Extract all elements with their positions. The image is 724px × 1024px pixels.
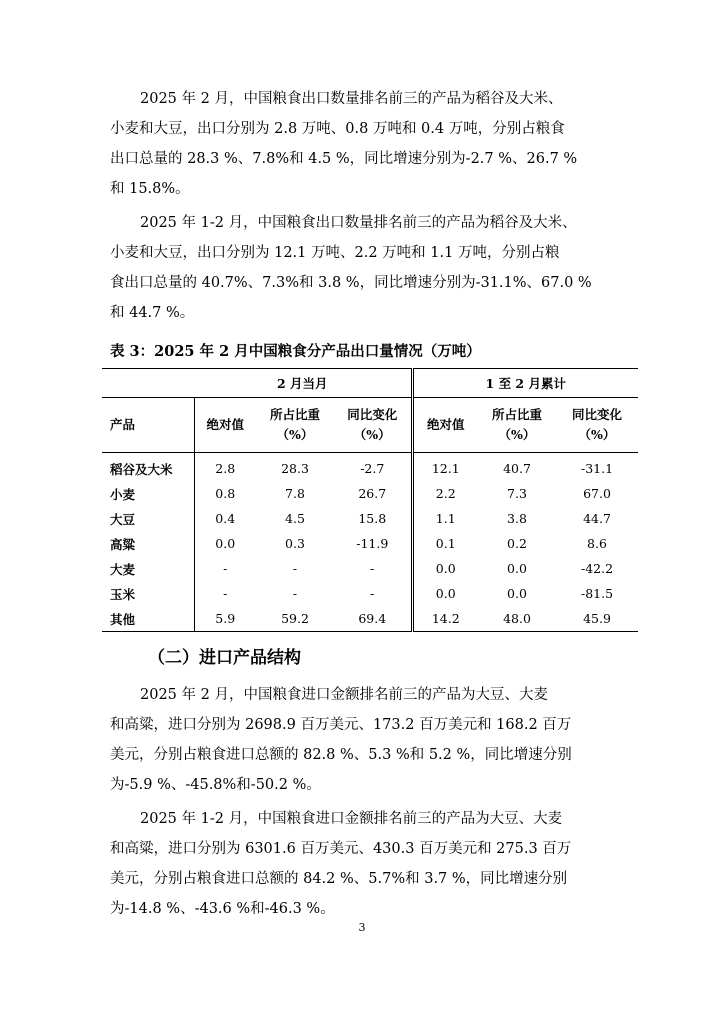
text-line: 和高粱，进口分别为 6301.6 百万美元、430.3 百万美元和 275.3 百万	[110, 841, 572, 857]
cell-monthly-yoy: 26.7	[334, 481, 412, 506]
table-row	[102, 453, 638, 482]
cell-product: 大麦	[102, 556, 194, 581]
text-line: 小麦和大豆，出口分别为 2.8 万吨、0.8 万吨和 0.4 万吨，分别占粮食	[110, 121, 565, 137]
cell-monthly-absolute: 0.8	[215, 486, 236, 501]
paragraph-export-jan-feb	[110, 208, 620, 328]
cell-cumulative-share: 7.3	[507, 486, 527, 501]
cell-monthly-absolute: 0.4	[215, 511, 236, 526]
cell-cumulative-absolute: 2.2	[435, 486, 456, 501]
cell-monthly-share: 28.3	[281, 461, 309, 476]
cell-monthly-share: 59.2	[281, 611, 309, 626]
cell-cumulative-absolute: 0.0	[435, 561, 456, 576]
cell-cumulative-yoy: 67.0	[583, 486, 611, 501]
table-row	[102, 531, 638, 556]
group-header-monthly: 2 月当月	[194, 369, 412, 398]
cell-product: 小麦	[102, 481, 194, 506]
cell-monthly-absolute: 0.0	[215, 536, 236, 551]
cell-monthly-absolute: 5.9	[215, 611, 236, 626]
cell-monthly-yoy: -	[334, 556, 412, 581]
cell-cumulative-absolute: 1.1	[435, 511, 456, 526]
table-row	[102, 556, 638, 581]
cell-cumulative-share: 3.8	[507, 511, 527, 526]
text-line: 2025 年 2 月，中国粮食进口金额排名前三的产品为大豆、大麦	[140, 687, 548, 703]
table-row	[102, 506, 638, 531]
text-line: 美元，分别占粮食进口总额的 84.2 %、5.7%和 3.7 %，同比增速分别	[110, 871, 568, 887]
table-caption: 表 3：2025 年 2 月中国粮食分产品出口量情况（万吨）	[110, 343, 481, 360]
column-header-yoy	[334, 398, 412, 453]
cell-product: 高粱	[102, 531, 194, 556]
cell-monthly-yoy: 69.4	[334, 606, 412, 632]
table-column-header-row	[102, 398, 638, 453]
text-line: 和 44.7 %。	[110, 305, 195, 321]
cell-cumulative-yoy: -81.5	[580, 586, 614, 601]
cell-monthly-yoy: -	[334, 581, 412, 606]
column-header-yoy-unit: （%）	[578, 427, 616, 442]
section-heading: （二）进口产品结构	[148, 648, 301, 668]
column-header-share	[256, 398, 334, 453]
table-row	[102, 606, 638, 632]
paragraph-import-feb	[110, 680, 620, 800]
cell-monthly-share: 0.3	[285, 536, 305, 551]
cell-product: 玉米	[102, 581, 194, 606]
text-line: 食出口总量的 40.7%、7.3%和 3.8 %，同比增速分别为-31.1%、67.0 %	[110, 275, 592, 291]
text-line: 为-5.9 %、-45.8%和-50.2 %。	[110, 777, 321, 793]
table-row	[102, 481, 638, 506]
column-header-yoy	[556, 398, 638, 453]
cell-monthly-absolute: 2.8	[215, 461, 236, 476]
cell-cumulative-yoy: -31.1	[580, 461, 614, 476]
column-header-share-unit: （%）	[276, 427, 314, 442]
cell-cumulative-absolute: 12.1	[431, 461, 460, 476]
table-group-header-row	[102, 369, 638, 398]
column-header-absolute: 绝对值	[412, 398, 478, 453]
cell-cumulative-share: 40.7	[503, 461, 531, 476]
cell-cumulative-absolute: 0.0	[435, 586, 456, 601]
cell-monthly-yoy: -2.7	[334, 453, 412, 482]
cell-monthly-absolute: -	[223, 586, 228, 601]
column-header-product: 产品	[102, 398, 194, 453]
cell-cumulative-share: 0.0	[507, 561, 527, 576]
column-header-share-title: 所占比重	[269, 407, 320, 422]
text-line: 为-14.8 %、-43.6 %和-46.3 %。	[110, 901, 335, 917]
export-volume-table	[102, 368, 638, 632]
cell-cumulative-share: 0.2	[507, 536, 527, 551]
text-line: 出口总量的 28.3 %、7.8%和 4.5 %，同比增速分别为-2.7 %、26.7 %	[110, 151, 578, 167]
cell-monthly-share: -	[292, 586, 298, 601]
cell-monthly-yoy: 15.8	[334, 506, 412, 531]
column-header-yoy-title: 同比变化	[571, 407, 622, 422]
text-line: 和高粱，进口分别为 2698.9 百万美元、173.2 百万美元和 168.2 百万	[110, 717, 572, 733]
cell-cumulative-absolute: 14.2	[431, 611, 460, 626]
cell-monthly-share: -	[292, 561, 298, 576]
cell-monthly-share: 4.5	[285, 511, 305, 526]
text-line: 2025 年 2 月，中国粮食出口数量排名前三的产品为稻谷及大米、	[140, 91, 563, 107]
cell-monthly-absolute: -	[223, 561, 228, 576]
cell-monthly-share: 7.8	[285, 486, 305, 501]
column-header-share-unit: （%）	[498, 427, 536, 442]
table-header-empty	[102, 369, 194, 398]
column-header-absolute: 绝对值	[194, 398, 256, 453]
text-line: 2025 年 1-2 月，中国粮食进口金额排名前三的产品为大豆、大麦	[140, 811, 563, 827]
cell-cumulative-yoy: 8.6	[587, 536, 607, 551]
column-header-share	[478, 398, 556, 453]
cell-cumulative-yoy: 45.9	[583, 611, 611, 626]
cell-cumulative-absolute: 0.1	[435, 536, 456, 551]
text-line: 和 15.8%。	[110, 181, 190, 197]
cell-cumulative-share: 48.0	[503, 611, 531, 626]
cell-product: 稻谷及大米	[102, 453, 194, 482]
paragraph-export-feb	[110, 84, 620, 204]
cell-product: 其他	[102, 606, 194, 632]
text-line: 小麦和大豆，出口分别为 12.1 万吨、2.2 万吨和 1.1 万吨，分别占粮	[110, 245, 560, 261]
cell-product: 大豆	[102, 506, 194, 531]
column-header-share-title: 所占比重	[491, 407, 542, 422]
cell-cumulative-yoy: -42.2	[580, 561, 614, 576]
column-header-yoy-title: 同比变化	[347, 407, 398, 422]
cell-monthly-yoy: -11.9	[334, 531, 412, 556]
group-header-cumulative: 1 至 2 月累计	[412, 369, 638, 398]
page-number: 3	[358, 921, 366, 934]
column-header-yoy-unit: （%）	[353, 427, 391, 442]
text-line: 2025 年 1-2 月，中国粮食出口数量排名前三的产品为稻谷及大米、	[140, 215, 577, 231]
table-row	[102, 581, 638, 606]
text-line: 美元，分别占粮食进口总额的 82.8 %、5.3 %和 5.2 %，同比增速分别	[110, 747, 572, 763]
cell-cumulative-yoy: 44.7	[583, 511, 611, 526]
paragraph-import-jan-feb	[110, 804, 620, 924]
cell-cumulative-share: 0.0	[507, 586, 527, 601]
